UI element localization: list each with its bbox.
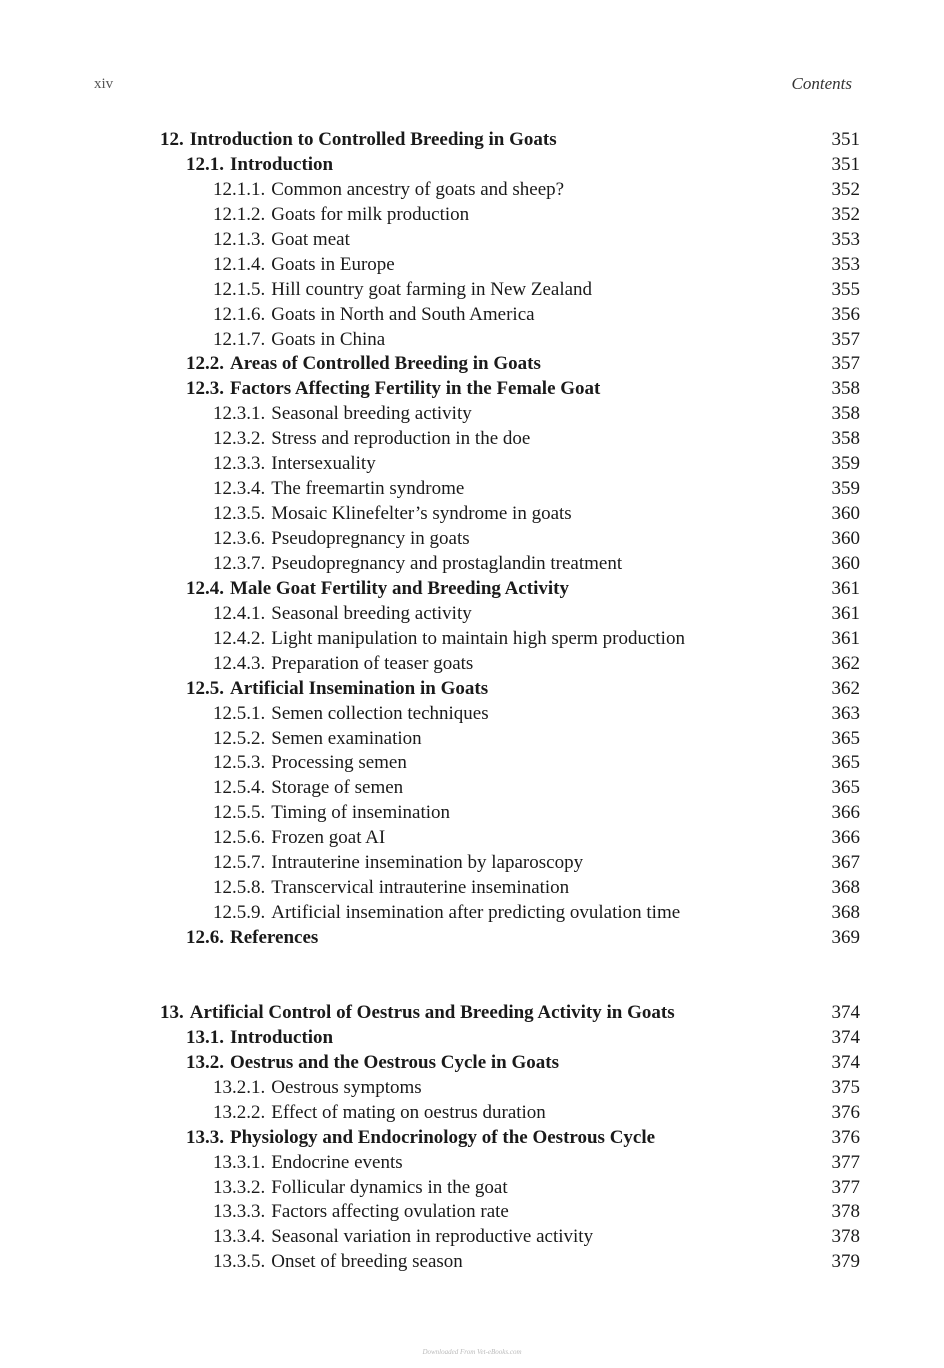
toc-entry-title: Seasonal breeding activity [271, 602, 472, 624]
toc-entry-page: 365 [831, 727, 860, 749]
toc-section[interactable] [0, 1026, 944, 1051]
toc-entry-title: Intrauterine insemination by laparoscopy [271, 852, 584, 874]
toc-subsection[interactable] [0, 552, 944, 577]
toc-entry-number: 12.5.9. [213, 902, 266, 924]
toc-entry-page: 361 [831, 627, 860, 649]
toc-entry-number: 13.3.4. [213, 1226, 266, 1248]
toc-entry-title: Introduction [230, 153, 334, 175]
toc-entry-number: 12.1.6. [213, 303, 266, 325]
toc-entry-number: 12.4.2. [213, 627, 266, 649]
toc-entry-page: 365 [831, 777, 860, 799]
toc-entry-title: Timing of insemination [271, 802, 451, 824]
toc-entry-title: Processing semen [271, 752, 407, 774]
toc-entry-title: Goats in China [271, 328, 386, 350]
toc-entry-title: Effect of mating on oestrus duration [271, 1101, 546, 1123]
toc-entry-page: 352 [831, 203, 860, 225]
toc-entry-number: 12.1.1. [213, 178, 266, 200]
toc-entry-number: 13.3.5. [213, 1251, 266, 1273]
toc-entry-number: 13. [160, 1001, 184, 1023]
toc-subsection[interactable] [0, 1151, 944, 1176]
toc-entry-number: 13.3. [186, 1126, 224, 1148]
toc-entry-page: 362 [831, 677, 860, 699]
toc-entry-page: 366 [831, 827, 860, 849]
toc-entry-title: Male Goat Fertility and Breeding Activity [230, 577, 569, 599]
toc-section[interactable] [0, 677, 944, 702]
toc-entry-number: 12.5. [186, 677, 224, 699]
toc-subsection[interactable] [0, 477, 944, 502]
toc-entry-number: 12.6. [186, 927, 224, 948]
toc-entry-number: 13.2. [186, 1051, 224, 1073]
toc-entry-title: Artificial Control of Oestrus and Breeding Activity in Goats [189, 1001, 675, 1023]
toc-subsection[interactable] [0, 901, 944, 926]
toc-chapter[interactable] [0, 128, 944, 153]
toc-entry-title: Semen examination [271, 727, 422, 749]
toc-entry-number: 12.1.7. [213, 328, 266, 350]
toc-subsection[interactable] [0, 727, 944, 752]
toc-entry-number: 12.4.1. [213, 602, 266, 624]
toc-entry-number: 12.4.3. [213, 652, 266, 674]
toc-entry-page: 368 [831, 902, 860, 924]
toc-entry-title: Factors affecting ovulation rate [271, 1201, 509, 1223]
toc-subsection[interactable] [0, 402, 944, 427]
toc-entry-number: 12.3.2. [213, 428, 266, 450]
toc-entry-page: 360 [831, 552, 860, 574]
toc-entry-page: 367 [831, 852, 860, 874]
toc-entry-number: 12.3. [186, 378, 224, 400]
toc-entry-page: 368 [831, 877, 860, 899]
toc-section[interactable] [0, 352, 944, 377]
toc-entry-title: Semen collection techniques [271, 702, 489, 724]
toc-entry-title: Seasonal variation in reproductive activity [271, 1226, 594, 1248]
toc-entry-number: 12.5.3. [213, 752, 266, 774]
toc-entry-page: 378 [831, 1226, 860, 1248]
toc-subsection[interactable] [0, 253, 944, 278]
toc-subsection[interactable] [0, 178, 944, 203]
toc-entry-number: 12.5.8. [213, 877, 266, 899]
toc-entry-number: 12.5.4. [213, 777, 266, 799]
toc-subsection[interactable] [0, 1076, 944, 1101]
toc-entry-title: Introduction to Controlled Breeding in Goats [189, 129, 557, 150]
toc-section[interactable] [0, 1051, 944, 1076]
toc-entry-number: 12. [160, 129, 184, 150]
toc-entry-title: Frozen goat AI [271, 827, 386, 849]
toc-entry-page: 357 [831, 328, 860, 350]
toc-entry-page: 377 [831, 1176, 860, 1198]
toc-entry-title: Common ancestry of goats and sheep? [271, 178, 565, 200]
toc-entry-page: 353 [831, 253, 860, 275]
toc-entry-number: 12.1.3. [213, 228, 266, 250]
toc-entry-page: 363 [831, 702, 860, 724]
toc-subsection[interactable] [0, 328, 944, 353]
toc-entry-title: Onset of breeding season [271, 1251, 463, 1273]
toc-subsection[interactable] [0, 826, 944, 851]
toc-entry-page: 353 [831, 228, 860, 250]
toc-entry-number: 12.5.1. [213, 702, 266, 724]
toc-entry-page: 359 [831, 478, 860, 500]
toc-entry-title: Intersexuality [271, 453, 376, 475]
toc-subsection[interactable] [0, 1176, 944, 1201]
toc-entry-page: 359 [831, 453, 860, 475]
toc-entry-page: 378 [831, 1201, 860, 1223]
toc-entry-title: Pseudopregnancy in goats [271, 528, 470, 549]
toc-entry-number: 12.5.7. [213, 852, 266, 874]
toc-section[interactable] [0, 377, 944, 402]
toc-subsection[interactable] [0, 876, 944, 901]
toc-subsection[interactable] [0, 627, 944, 652]
toc-subsection[interactable] [0, 1250, 944, 1275]
toc-entry-number: 12.1. [186, 153, 224, 175]
toc-entry-number: 12.4. [186, 577, 224, 599]
toc-entry-title: Oestrus and the Oestrous Cycle in Goats [230, 1051, 559, 1073]
page-number: xiv [94, 76, 114, 92]
toc-entry-title: Artificial insemination after predicting ovulation time [271, 902, 681, 924]
toc-entry-page: 366 [831, 802, 860, 824]
toc-entry-title: Mosaic Klinefelter’s syndrome in goats [271, 503, 572, 525]
toc-entry-title: Hill country goat farming in New Zealand [271, 278, 593, 300]
toc-entry-number: 13.1. [186, 1026, 224, 1048]
toc-entry-number: 13.3.2. [213, 1176, 266, 1198]
toc-entry-page: 376 [831, 1126, 860, 1148]
toc-entry-title: Seasonal breeding activity [271, 403, 472, 425]
toc-entry-title: Light manipulation to maintain high sperm production [271, 627, 685, 649]
toc-entry-number: 13.3.3. [213, 1201, 266, 1223]
toc-subsection[interactable] [0, 228, 944, 253]
toc-section[interactable] [0, 577, 944, 602]
toc-entry-number: 12.2. [186, 353, 224, 375]
toc-entry-title: Introduction [230, 1026, 334, 1048]
toc-entry-number: 12.5.6. [213, 827, 266, 849]
table-of-contents [0, 128, 944, 1275]
toc-entry-title: Pseudopregnancy and prostaglandin treatment [271, 552, 623, 574]
toc-subsection[interactable] [0, 303, 944, 328]
toc-entry-title: The freemartin syndrome [271, 478, 465, 500]
toc-subsection[interactable] [0, 1200, 944, 1225]
toc-entry-page: 360 [831, 528, 860, 549]
toc-subsection[interactable] [0, 801, 944, 826]
toc-subsection[interactable] [0, 452, 944, 477]
toc-entry-number: 12.1.5. [213, 278, 266, 300]
toc-subsection[interactable] [0, 1101, 944, 1126]
toc-subsection[interactable] [0, 278, 944, 303]
toc-entry-page: 352 [831, 178, 860, 200]
toc-entry-page: 351 [831, 153, 860, 175]
toc-section[interactable] [0, 1126, 944, 1151]
toc-subsection[interactable] [0, 652, 944, 677]
toc-entry-page: 358 [831, 403, 860, 425]
toc-entry-number: 12.3.4. [213, 478, 266, 500]
toc-entry-title: Transcervical intrauterine insemination [271, 877, 570, 899]
toc-entry-page: 356 [831, 303, 860, 325]
toc-entry-number: 12.3.5. [213, 503, 266, 525]
toc-subsection[interactable] [0, 602, 944, 627]
toc-entry-number: 13.2.1. [213, 1076, 266, 1098]
toc-entry-page: 377 [831, 1151, 860, 1173]
toc-subsection[interactable] [0, 203, 944, 228]
toc-entry-page: 358 [831, 428, 860, 450]
toc-entry-title: Artificial Insemination in Goats [230, 677, 489, 699]
footer-watermark: Downloaded From Vet-eBooks.com [422, 1348, 522, 1356]
toc-entry-title: Goat meat [271, 228, 350, 250]
toc-entry-number: 13.2.2. [213, 1101, 266, 1123]
toc-entry-page: 369 [831, 927, 860, 948]
toc-subsection[interactable] [0, 851, 944, 876]
toc-section[interactable] [0, 153, 944, 178]
toc-entry-title: Preparation of teaser goats [271, 652, 474, 674]
toc-entry-page: 357 [831, 353, 860, 375]
toc-entry-page: 355 [831, 278, 860, 300]
toc-entry-page: 360 [831, 503, 860, 525]
toc-entry-title: Follicular dynamics in the goat [271, 1176, 508, 1198]
toc-entry-page: 374 [831, 1001, 860, 1023]
toc-chapter[interactable] [0, 1001, 944, 1026]
toc-entry-page: 374 [831, 1051, 860, 1073]
toc-entry-title: Stress and reproduction in the doe [271, 428, 531, 450]
toc-subsection[interactable] [0, 1225, 944, 1250]
toc-section[interactable] [0, 926, 944, 951]
toc-entry-title: Factors Affecting Fertility in the Female Goat [230, 378, 601, 400]
toc-entry-page: 375 [831, 1076, 860, 1098]
toc-entry-number: 13.3.1. [213, 1151, 266, 1173]
running-head: Contents [791, 74, 852, 93]
toc-entry-number: 12.3.6. [213, 528, 266, 549]
chapter-gap [0, 951, 944, 1001]
toc-subsection[interactable] [0, 427, 944, 452]
toc-subsection[interactable] [0, 527, 944, 552]
toc-entry-page: 374 [831, 1026, 860, 1048]
toc-entry-title: Physiology and Endocrinology of the Oestrous Cycle [230, 1126, 656, 1148]
toc-entry-number: 12.5.2. [213, 727, 266, 749]
toc-entry-page: 351 [831, 129, 860, 150]
toc-entry-title: Storage of semen [271, 777, 404, 799]
toc-entry-number: 12.3.7. [213, 552, 266, 574]
toc-entry-page: 358 [831, 378, 860, 400]
toc-entry-page: 376 [831, 1101, 860, 1123]
toc-entry-page: 361 [831, 577, 860, 599]
toc-entry-page: 379 [831, 1251, 860, 1273]
toc-entry-number: 12.3.3. [213, 453, 266, 475]
toc-subsection[interactable] [0, 776, 944, 801]
toc-subsection[interactable] [0, 502, 944, 527]
toc-subsection[interactable] [0, 751, 944, 776]
toc-entry-number: 12.5.5. [213, 802, 266, 824]
toc-entry-page: 361 [831, 602, 860, 624]
toc-entry-title: Goats for milk production [271, 203, 470, 225]
toc-subsection[interactable] [0, 702, 944, 727]
toc-entry-number: 12.3.1. [213, 403, 266, 425]
toc-entry-title: References [230, 927, 319, 948]
toc-entry-title: Areas of Controlled Breeding in Goats [230, 353, 541, 375]
toc-entry-title: Oestrous symptoms [271, 1076, 422, 1098]
toc-entry-title: Goats in Europe [271, 253, 395, 275]
toc-entry-title: Goats in North and South America [271, 303, 535, 325]
toc-entry-page: 362 [831, 652, 860, 674]
toc-entry-title: Endocrine events [271, 1151, 403, 1173]
toc-entry-page: 365 [831, 752, 860, 774]
toc-entry-number: 12.1.4. [213, 253, 266, 275]
toc-entry-number: 12.1.2. [213, 203, 266, 225]
